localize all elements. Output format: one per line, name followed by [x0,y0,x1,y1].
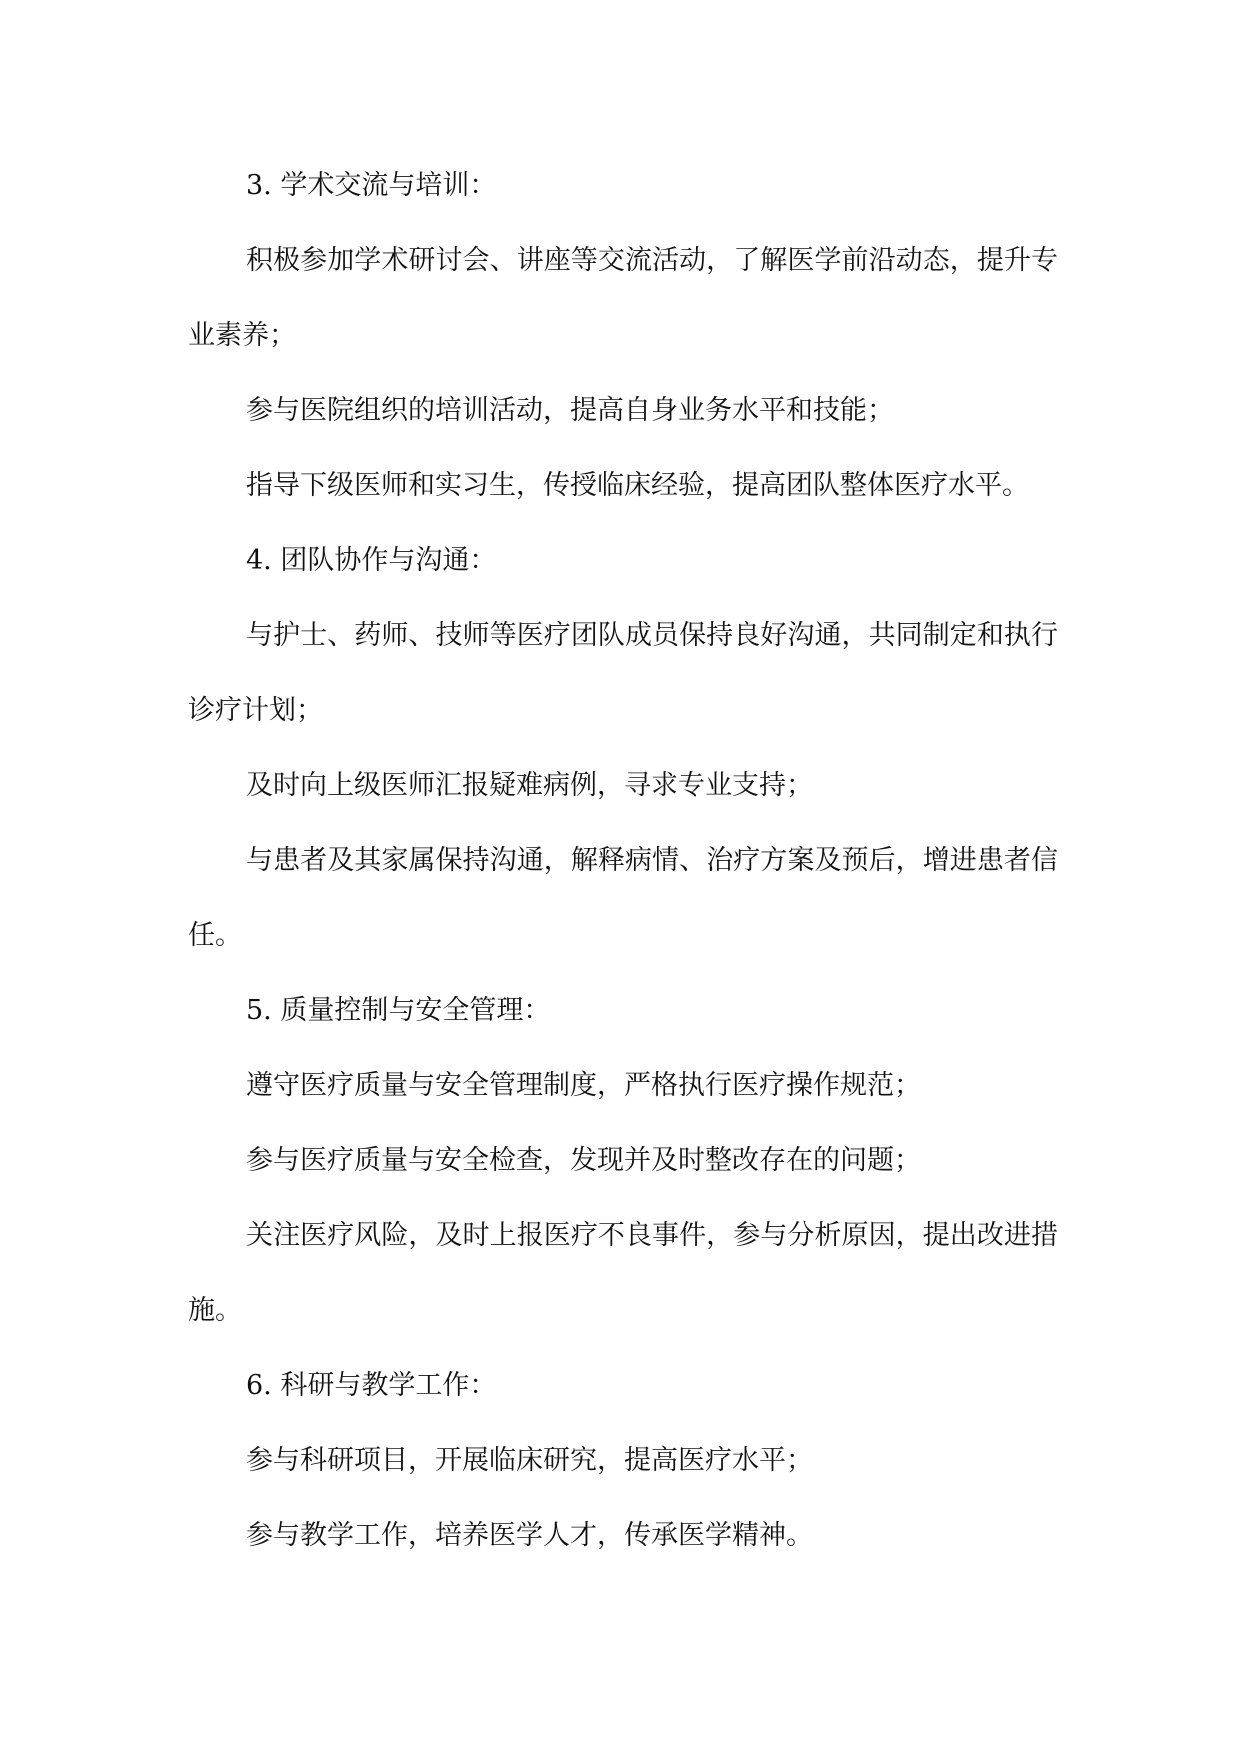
paragraph: 与护士、药师、技师等医疗团队成员保持良好沟通，共同制定和执行诊疗计划； [188,620,1058,726]
paragraph: 遵守医疗质量与安全管理制度，严格执行医疗操作规范； [246,1070,921,1101]
paragraph: 与患者及其家属保持沟通，解释病情、治疗方案及预后，增进患者信任。 [188,845,1058,951]
document-body [188,148,1058,1573]
paragraph: 指导下级医师和实习生，传授临床经验，提高团队整体医疗水平。 [246,470,1029,501]
paragraph: 参与教学工作，培养医学人才，传承医学精神。 [246,1520,813,1551]
section-heading-quality-safety: 5. 质量控制与安全管理： [246,995,551,1026]
paragraph: 关注医疗风险，及时上报医疗不良事件，参与分析原因，提出改进措施。 [188,1220,1058,1326]
paragraph: 积极参加学术研讨会、讲座等交流活动，了解医学前沿动态，提升专业素养； [188,245,1058,351]
paragraph: 参与医疗质量与安全检查，发现并及时整改存在的问题； [246,1145,921,1176]
paragraph: 及时向上级医师汇报疑难病例，寻求专业支持； [246,770,813,801]
section-heading-academic-exchange: 3. 学术交流与培训： [246,170,497,201]
section-heading-research-teaching: 6. 科研与教学工作： [246,1370,497,1401]
paragraph: 参与医院组织的培训活动，提高自身业务水平和技能； [246,395,894,426]
section-heading-team-collaboration: 4. 团队协作与沟通： [246,545,497,576]
paragraph: 参与科研项目，开展临床研究，提高医疗水平； [246,1445,813,1476]
